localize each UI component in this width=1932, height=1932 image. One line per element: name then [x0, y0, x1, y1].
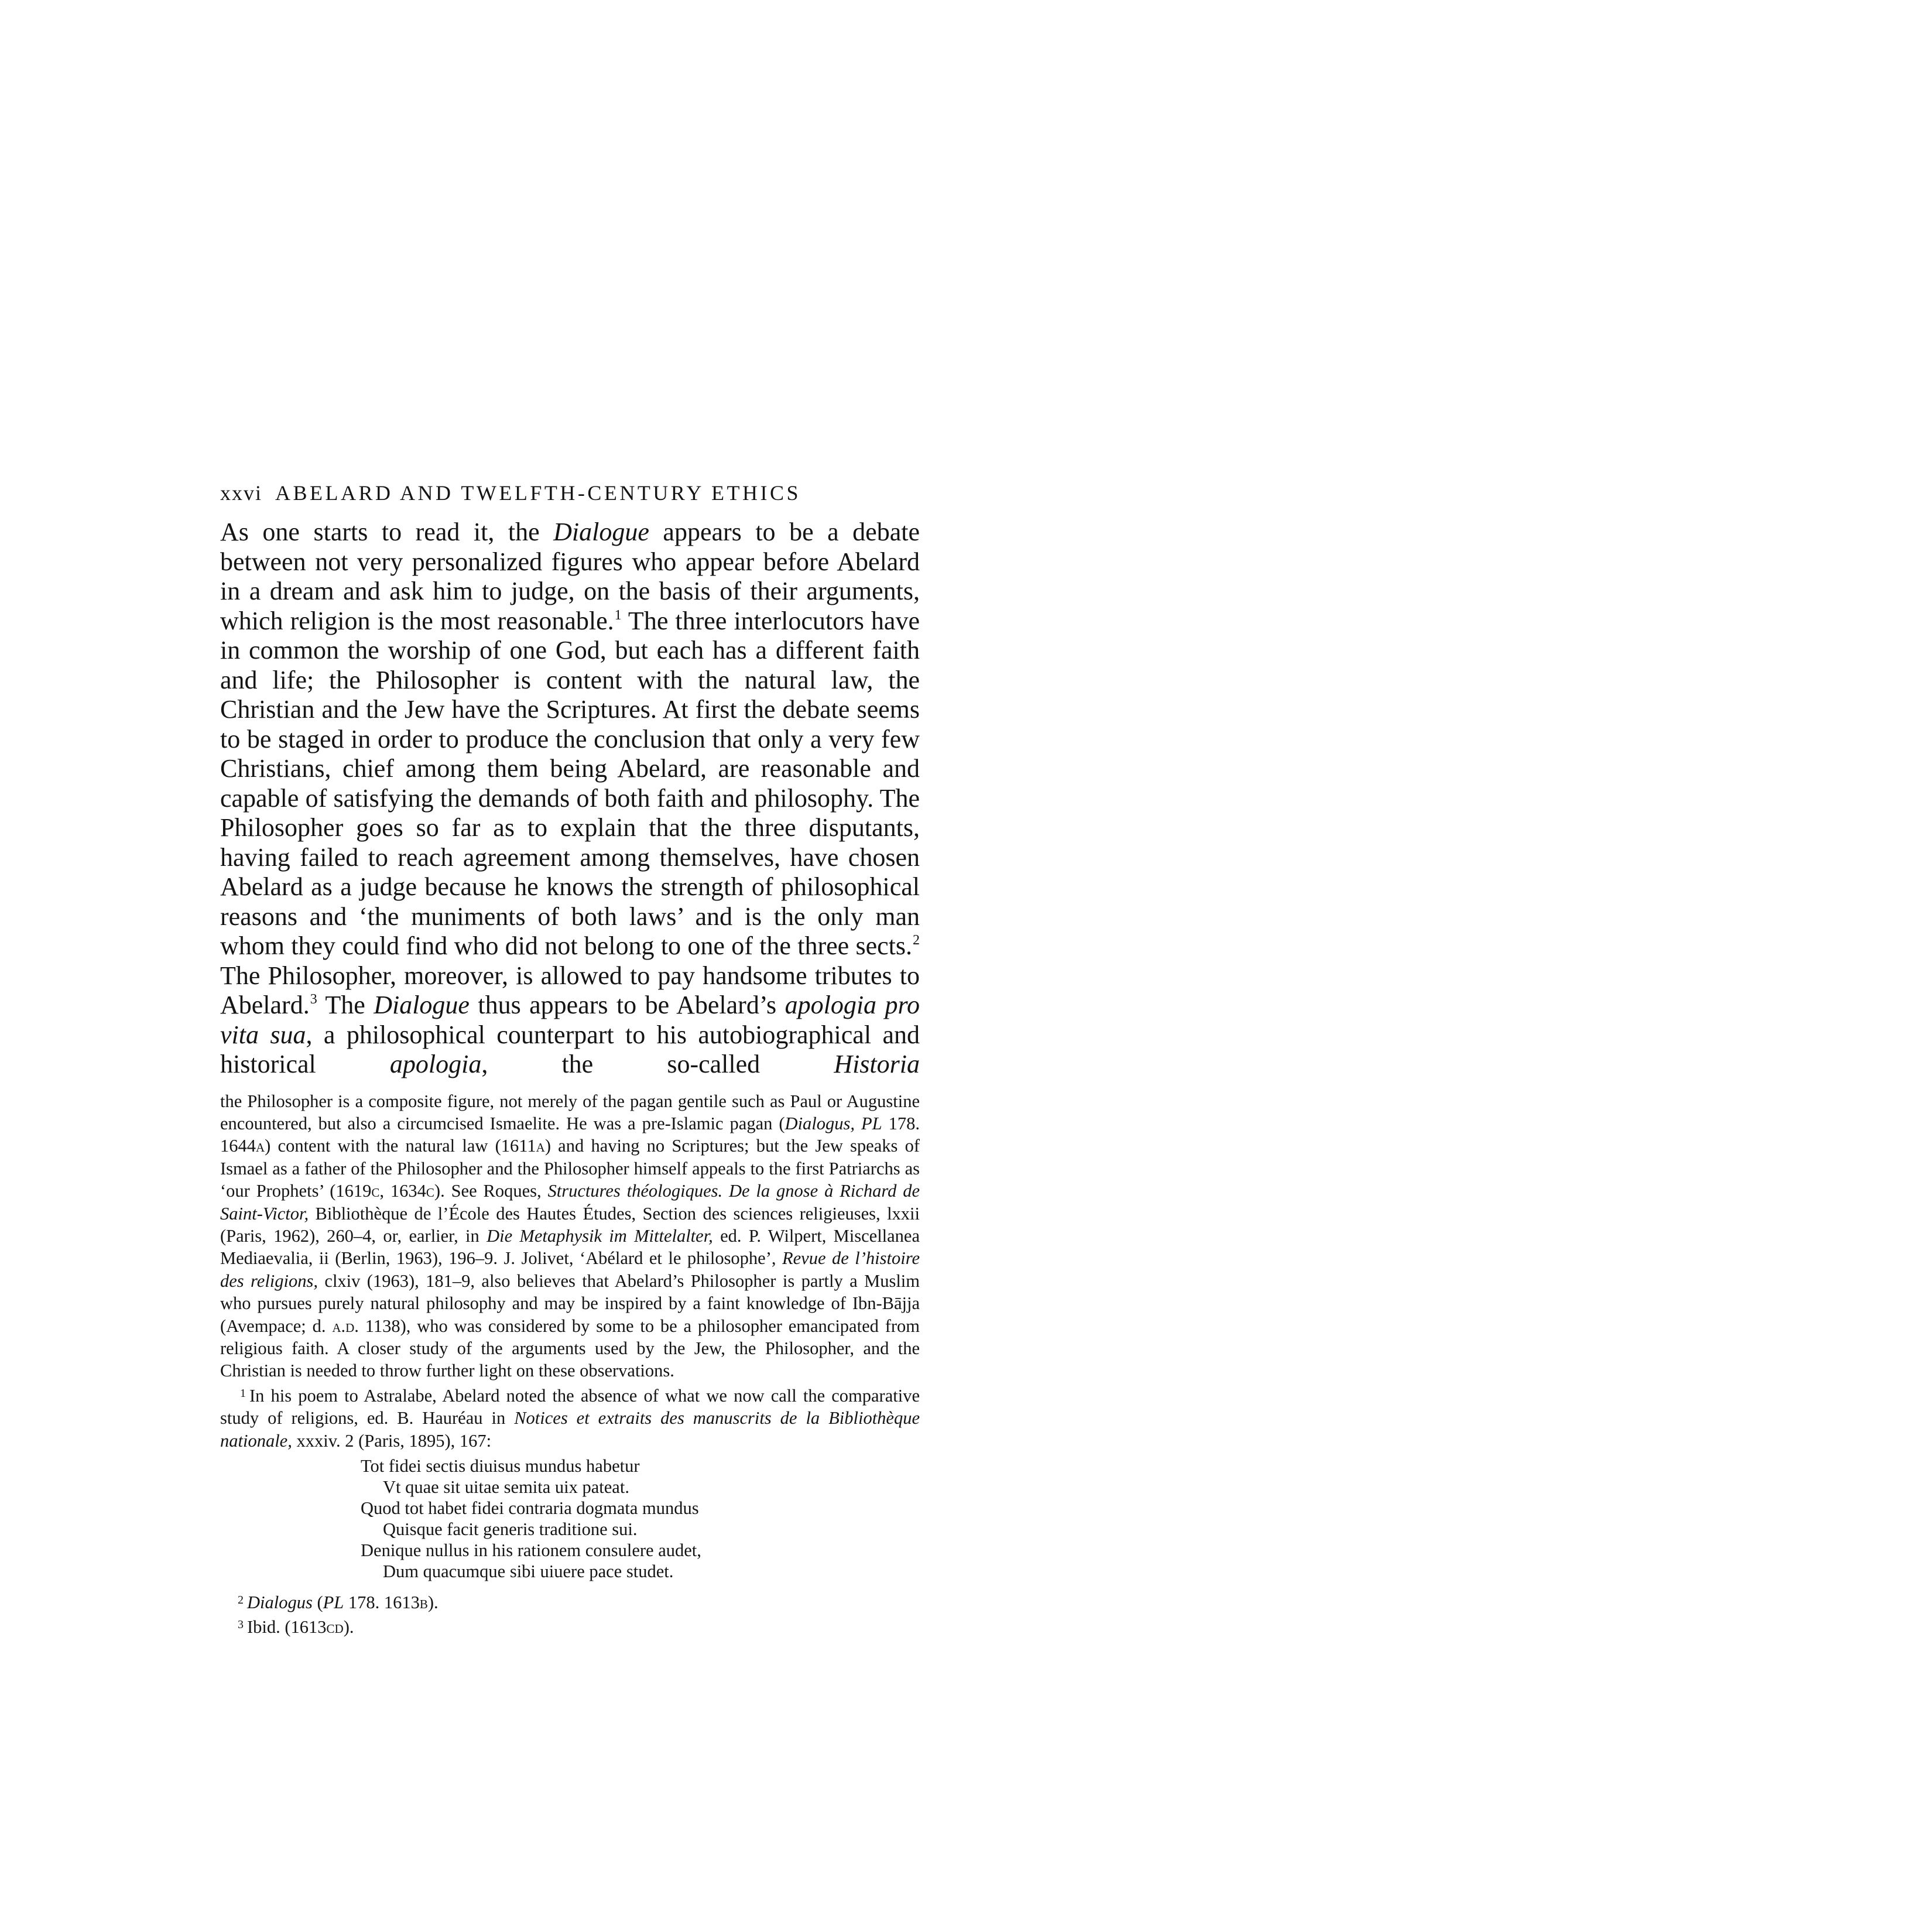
small-caps: cd: [326, 1617, 344, 1638]
italic-phrase: apologia pro vita sua: [220, 991, 920, 1049]
text-run: The three interlocutors have in common the worship of one God, but each has a different faith and life; the Philosopher is content with the natural law, the Christian and the Jew have the Scriptures. At first the debate seems to be staged in order to produce the conclusion that only a very few Christians, chief among them being Abelard, are reasonable and capable of satisfying the demands of both faith and philosophy. The Philosopher goes so far as to explain that the three disputants, having failed to reach agreement among themselves, have chosen Abelard as a judge because he knows the strength of philosophical reasons and ‘the muniments of both laws’ and is the only man whom they could find who did not belong to one of the three sects.: [220, 606, 920, 960]
paragraph: [220, 518, 920, 1080]
text-run: The Philosopher, moreover, is allowed to pay handsome tributes to Abelard.: [220, 961, 920, 1019]
main-text: [220, 518, 920, 1080]
footnote-ref-3[interactable]: 3: [310, 992, 317, 1007]
small-caps: c: [371, 1181, 380, 1201]
verse-line: Dum quacumque sibi uiuere pace studet.: [383, 1561, 674, 1581]
verse-quotation: [361, 1455, 920, 1582]
text-run: 1138), who was considered by some to be a philosopher emancipated from religious faith. A closer study of the arguments used by the Jew, the Philosopher, and the Christian is needed to throw further light on these observations.: [220, 1316, 920, 1381]
italic-title: Dialogue: [374, 991, 470, 1019]
text-run: The: [317, 991, 374, 1019]
text-run: ) content with the natural law (1611: [265, 1136, 536, 1156]
text-run: , the so-called: [481, 1050, 834, 1078]
footnote-ref-1[interactable]: 1: [614, 607, 622, 623]
text-run: xxxiv. 2 (Paris, 1895), 167:: [292, 1430, 492, 1451]
verse-line: Quod tot habet fidei contraria dogmata mundus: [361, 1498, 699, 1518]
italic-title: Structures théologiques. De la gnose à Richard de Saint-Victor,: [220, 1181, 920, 1224]
text-run: ).: [343, 1617, 354, 1638]
verse-line: Denique nullus in his rationem consulere audet,: [361, 1540, 701, 1560]
italic-phrase: apologia: [389, 1050, 482, 1078]
italic-title: Dialogue: [553, 518, 649, 546]
small-caps: a: [536, 1136, 545, 1156]
text-run: Bibliothèque de l’École des Hautes Études, Section des sciences religieuses, lxxii (Paris, 1962), 260–4, or, earlier, in: [220, 1203, 920, 1246]
footnote-ref-2[interactable]: 2: [913, 933, 920, 948]
footnotes: [220, 1090, 920, 1639]
footnote-number: 3: [238, 1618, 244, 1632]
small-caps: a: [256, 1136, 265, 1156]
page-number: xxvi: [220, 481, 263, 505]
book-page: [220, 480, 920, 1639]
text-run: In his poem to Astralabe, Abelard noted the absence of what we now call the comparative study of religions, ed. B. Hauréau in: [220, 1385, 920, 1429]
text-run: Ibid. (1613: [247, 1617, 327, 1638]
italic-title: Historia: [834, 1050, 920, 1078]
text-run: appears to be a debate between not very personalized figures who appear before Abelard in a dream and ask him to judge, on the basis of their arguments, which religion is the most reasonable.: [220, 518, 920, 635]
footnote-continued: [220, 1090, 920, 1382]
text-run: thus appears to be Abelard’s: [469, 991, 785, 1019]
text-run: the Philosopher is a composite figure, not merely of the pagan gentile such as Paul or Augustine encountered, but also a circumcised Ismaelite. He was a pre-Islamic pagan (: [220, 1091, 920, 1133]
text-run: ) and having no Scriptures; but the Jew speaks of Ismael as a father of the Philosopher and the Philosopher himself appeals to the first Patriarchs as ‘our Prophets’ (1619: [220, 1136, 920, 1201]
footnote-2: [238, 1589, 920, 1614]
text-run: 178. 1613: [344, 1592, 420, 1612]
running-title: ABELARD AND TWELFTH-CENTURY ETHICS: [275, 481, 801, 505]
text-run: ed. P. Wilpert, Miscellanea Mediaevalia, ii (Berlin, 1963), 196–9. J. Jolivet, ‘Abélard et le philosophe’,: [220, 1225, 920, 1269]
text-run: clxiv (1963), 181–9, also believes that Abelard’s Philosopher is partly a Muslim who pursues purely natural philosophy and may be inspired by a faint knowledge of Ibn-Bājja (Avempace; d.: [220, 1270, 920, 1336]
verse-line: Vt quae sit uitae semita uix pateat.: [383, 1477, 629, 1497]
text-run: (: [312, 1592, 323, 1612]
verse-line: Quisque facit generis traditione sui.: [383, 1519, 638, 1539]
italic-title: Revue de l’histoire des religions,: [220, 1248, 920, 1291]
italic-title: Die Metaphysik im Mittelalter,: [487, 1225, 713, 1246]
footnote-number: 2: [238, 1594, 244, 1606]
footnote-number: 1: [240, 1386, 246, 1400]
italic-title: Notices et extraits des manuscrits de la Bibliothèque nationale,: [220, 1408, 920, 1451]
text-run: 178. 1644: [220, 1113, 920, 1156]
verse-line: Tot fidei sectis diuisus mundus habetur: [361, 1456, 640, 1476]
text-run: As one starts to read it, the: [220, 518, 554, 546]
small-caps: a.d.: [332, 1316, 359, 1336]
text-run: , 1634: [379, 1181, 426, 1201]
small-caps: b: [419, 1592, 428, 1612]
italic-title: PL: [323, 1592, 344, 1612]
running-head: [220, 480, 920, 506]
text-run: , a philosophical counterpart to his autobiographical and historical: [220, 1020, 920, 1078]
italic-title: Dialogus, PL: [785, 1113, 882, 1133]
italic-title: Dialogus: [247, 1592, 313, 1612]
text-run: ).: [427, 1592, 439, 1612]
footnote-3: [238, 1614, 920, 1638]
footnote-1: [220, 1382, 920, 1452]
small-caps: c: [426, 1181, 434, 1201]
text-run: ). See Roques,: [434, 1181, 548, 1201]
